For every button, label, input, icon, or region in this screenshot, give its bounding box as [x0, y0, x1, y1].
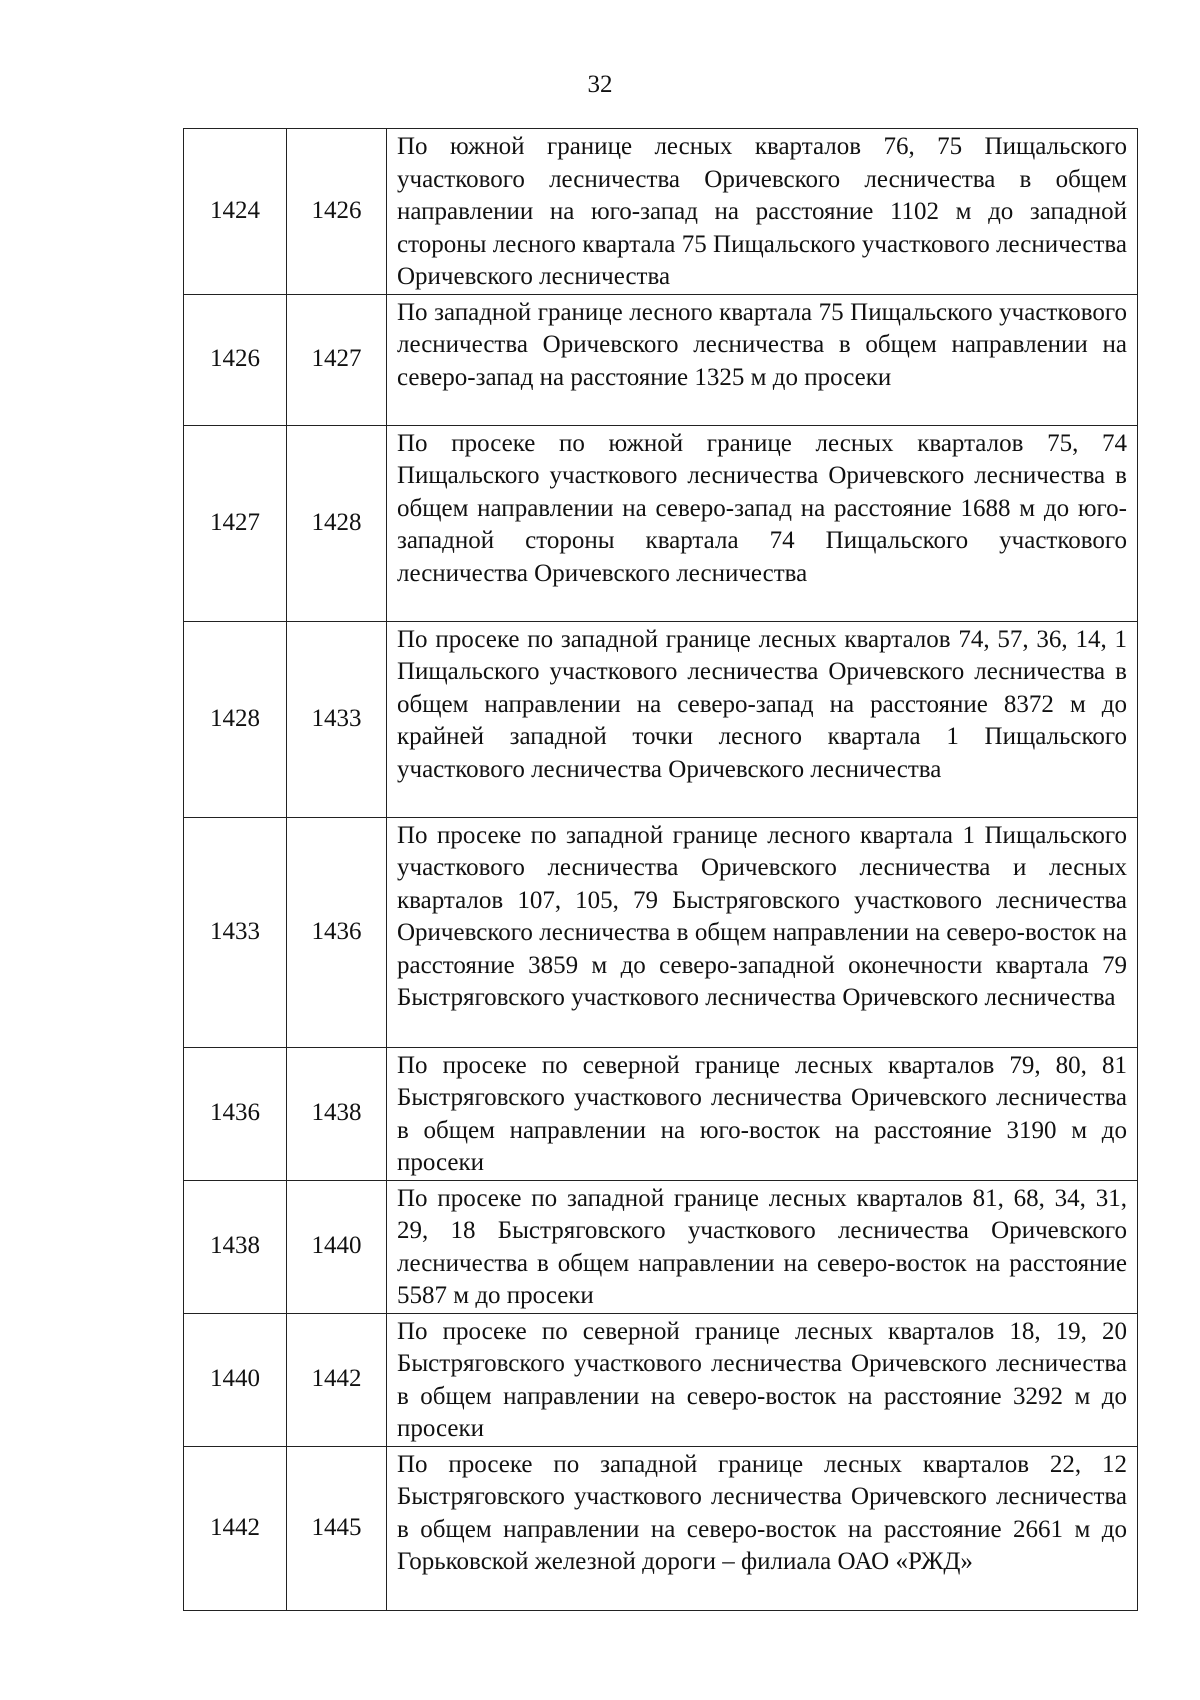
- boundary-description: По западной границе лесного квартала 75 Пищальского участкового лесничества Оричевского лесничества в общем направлении на северо-запад на расстояние 1325 м до просеки: [387, 294, 1138, 425]
- table-row: [184, 1313, 1138, 1446]
- table-row: [184, 129, 1138, 295]
- start-point-cell: 1438: [184, 1180, 287, 1313]
- table-row: [184, 1047, 1138, 1180]
- table-row: [184, 425, 1138, 621]
- boundary-description: По просеке по северной границе лесных кварталов 79, 80, 81 Быстряговского участкового лесничества Оричевского лесничества в общем направлении на юго-восток на расстояние 3190 м до просеки: [387, 1047, 1138, 1180]
- start-point-cell: 1424: [184, 129, 287, 295]
- table-row: [184, 1446, 1138, 1610]
- boundary-description: По просеке по западной границе лесного квартала 1 Пищальского участкового лесничества Оричевского лесничества и лесных кварталов 107, 105, 79 Быстряговского участкового лесничества Оричевского лесничества в общем направлении на северо-восток на расстояние 3859 м до северо-западной оконечности квартала 79 Быстряговского участкового лесничества Оричевского лесничества: [387, 817, 1138, 1047]
- start-point-cell: 1442: [184, 1446, 287, 1610]
- end-point-cell: 1433: [287, 621, 387, 817]
- boundary-description: По просеке по западной границе лесных кварталов 74, 57, 36, 14, 1 Пищальского участкового лесничества Оричевского лесничества в общем направлении на северо-запад на расстояние 8372 м до крайней западной точки лесного квартала 1 Пищальского участкового лесничества Оричевского лесничества: [387, 621, 1138, 817]
- boundary-description: По просеке по северной границе лесных кварталов 18, 19, 20 Быстряговского участкового лесничества Оричевского лесничества в общем направлении на северо-восток на расстояние 3292 м до просеки: [387, 1313, 1138, 1446]
- table-row: [184, 1180, 1138, 1313]
- end-point-cell: 1428: [287, 425, 387, 621]
- table-row: [184, 294, 1138, 425]
- page-number: 32: [587, 71, 613, 98]
- end-point-cell: 1440: [287, 1180, 387, 1313]
- start-point-cell: 1427: [184, 425, 287, 621]
- end-point-cell: 1436: [287, 817, 387, 1047]
- end-point-cell: 1427: [287, 294, 387, 425]
- table-row: [184, 817, 1138, 1047]
- end-point-cell: 1438: [287, 1047, 387, 1180]
- boundary-description: По просеке по западной границе лесных кварталов 81, 68, 34, 31, 29, 18 Быстряговского участкового лесничества Оричевского лесничества в общем направлении на северо-восток на расстояние 5587 м до просеки: [387, 1180, 1138, 1313]
- start-point-cell: 1436: [184, 1047, 287, 1180]
- table-row: [184, 621, 1138, 817]
- start-point-cell: 1440: [184, 1313, 287, 1446]
- boundary-description: По южной границе лесных кварталов 76, 75 Пищальского участкового лесничества Оричевского лесничества в общем направлении на юго-запад на расстояние 1102 м до западной стороны лесного квартала 75 Пищальского участкового лесничества Оричевского лесничества: [387, 129, 1138, 295]
- boundary-table: [183, 128, 1138, 1611]
- start-point-cell: 1426: [184, 294, 287, 425]
- boundary-description: По просеке по западной границе лесных кварталов 22, 12 Быстряговского участкового лесничества Оричевского лесничества в общем направлении на северо-восток на расстояние 2661 м до Горьковской железной дороги – филиала ОАО «РЖД»: [387, 1446, 1138, 1610]
- end-point-cell: 1426: [287, 129, 387, 295]
- start-point-cell: 1433: [184, 817, 287, 1047]
- boundary-description: По просеке по южной границе лесных кварталов 75, 74 Пищальского участкового лесничества Оричевского лесничества в общем направлении на северо-запад на расстояние 1688 м до юго-западной стороны квартала 74 Пищальского участкового лесничества Оричевского лесничества: [387, 425, 1138, 621]
- end-point-cell: 1442: [287, 1313, 387, 1446]
- start-point-cell: 1428: [184, 621, 287, 817]
- end-point-cell: 1445: [287, 1446, 387, 1610]
